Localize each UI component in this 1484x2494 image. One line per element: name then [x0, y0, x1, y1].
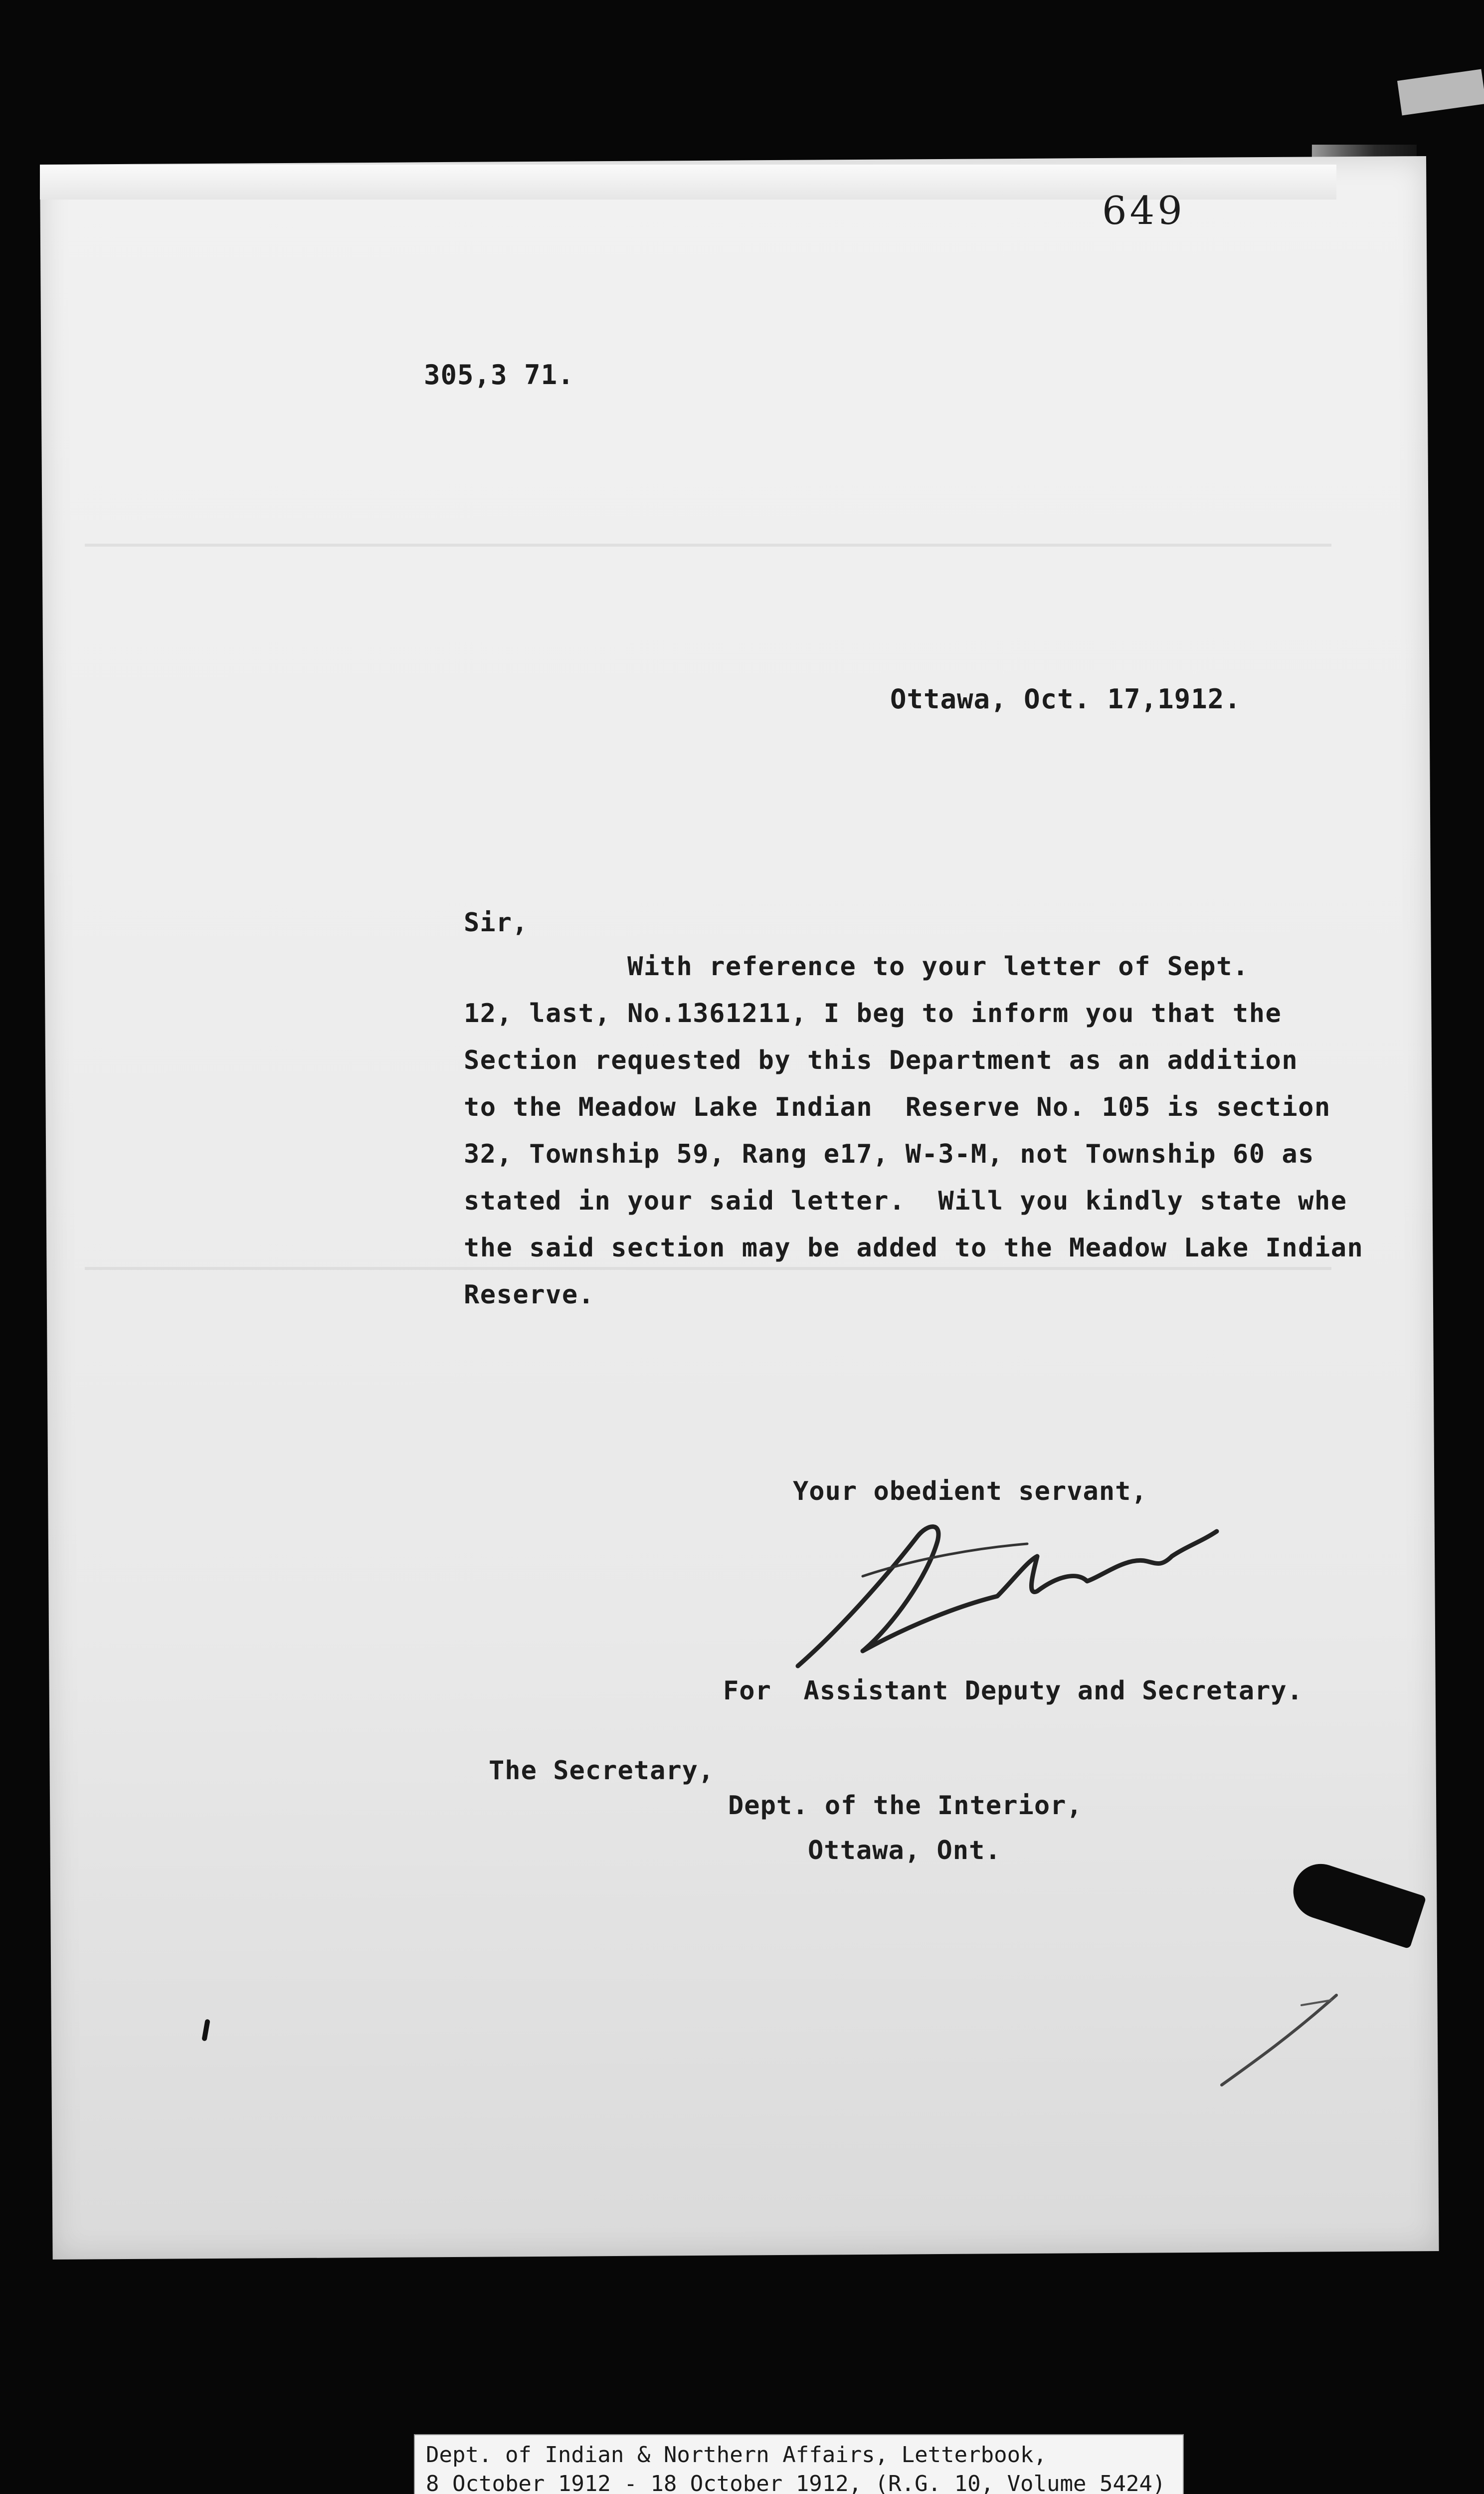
file-reference: 305,3 71.: [424, 359, 574, 391]
date-line: Ottawa, Oct. 17,1912.: [890, 683, 1241, 715]
addressee-line: Ottawa, Ont.: [808, 1836, 1001, 1866]
signer-title: For Assistant Deputy and Secretary.: [723, 1676, 1303, 1706]
archive-reference-label: [414, 2434, 1184, 2494]
body-line: 32, Township 59, Rang e17, W-3-M, not Township 60 as: [464, 1139, 1314, 1169]
body-line: Reserve.: [464, 1280, 595, 1310]
archive-label-line: Dept. of Indian & Northern Affairs, Letterbook,: [426, 2442, 1047, 2468]
body-line: Section requested by this Department as an addition: [464, 1045, 1298, 1075]
body-line: stated in your said letter. Will you kindly state whe: [464, 1186, 1347, 1216]
addressee-line: Dept. of the Interior,: [728, 1791, 1083, 1821]
archive-label-line: 8 October 1912 - 18 October 1912, (R.G. 10, Volume 5424): [426, 2471, 1166, 2494]
body-line: With reference to your letter of Sept.: [464, 952, 1249, 982]
addressee-line: The Secretary,: [489, 1756, 715, 1786]
salutation: Sir,: [464, 908, 529, 938]
pencil-tick-mark: [1217, 1985, 1346, 2100]
closing: Your obedient servant,: [793, 1476, 1147, 1506]
fold-line: [85, 544, 1331, 547]
fold-line: [85, 1267, 1331, 1270]
handwritten-signature: [778, 1501, 1227, 1681]
body-line: 12, last, No.1361211, I beg to inform you that the: [464, 999, 1282, 1029]
body-line: the said section may be added to the Meadow Lake Indian: [464, 1233, 1364, 1263]
page-number: 649: [1102, 189, 1185, 233]
body-line: to the Meadow Lake Indian Reserve No. 105 is section: [464, 1092, 1331, 1122]
